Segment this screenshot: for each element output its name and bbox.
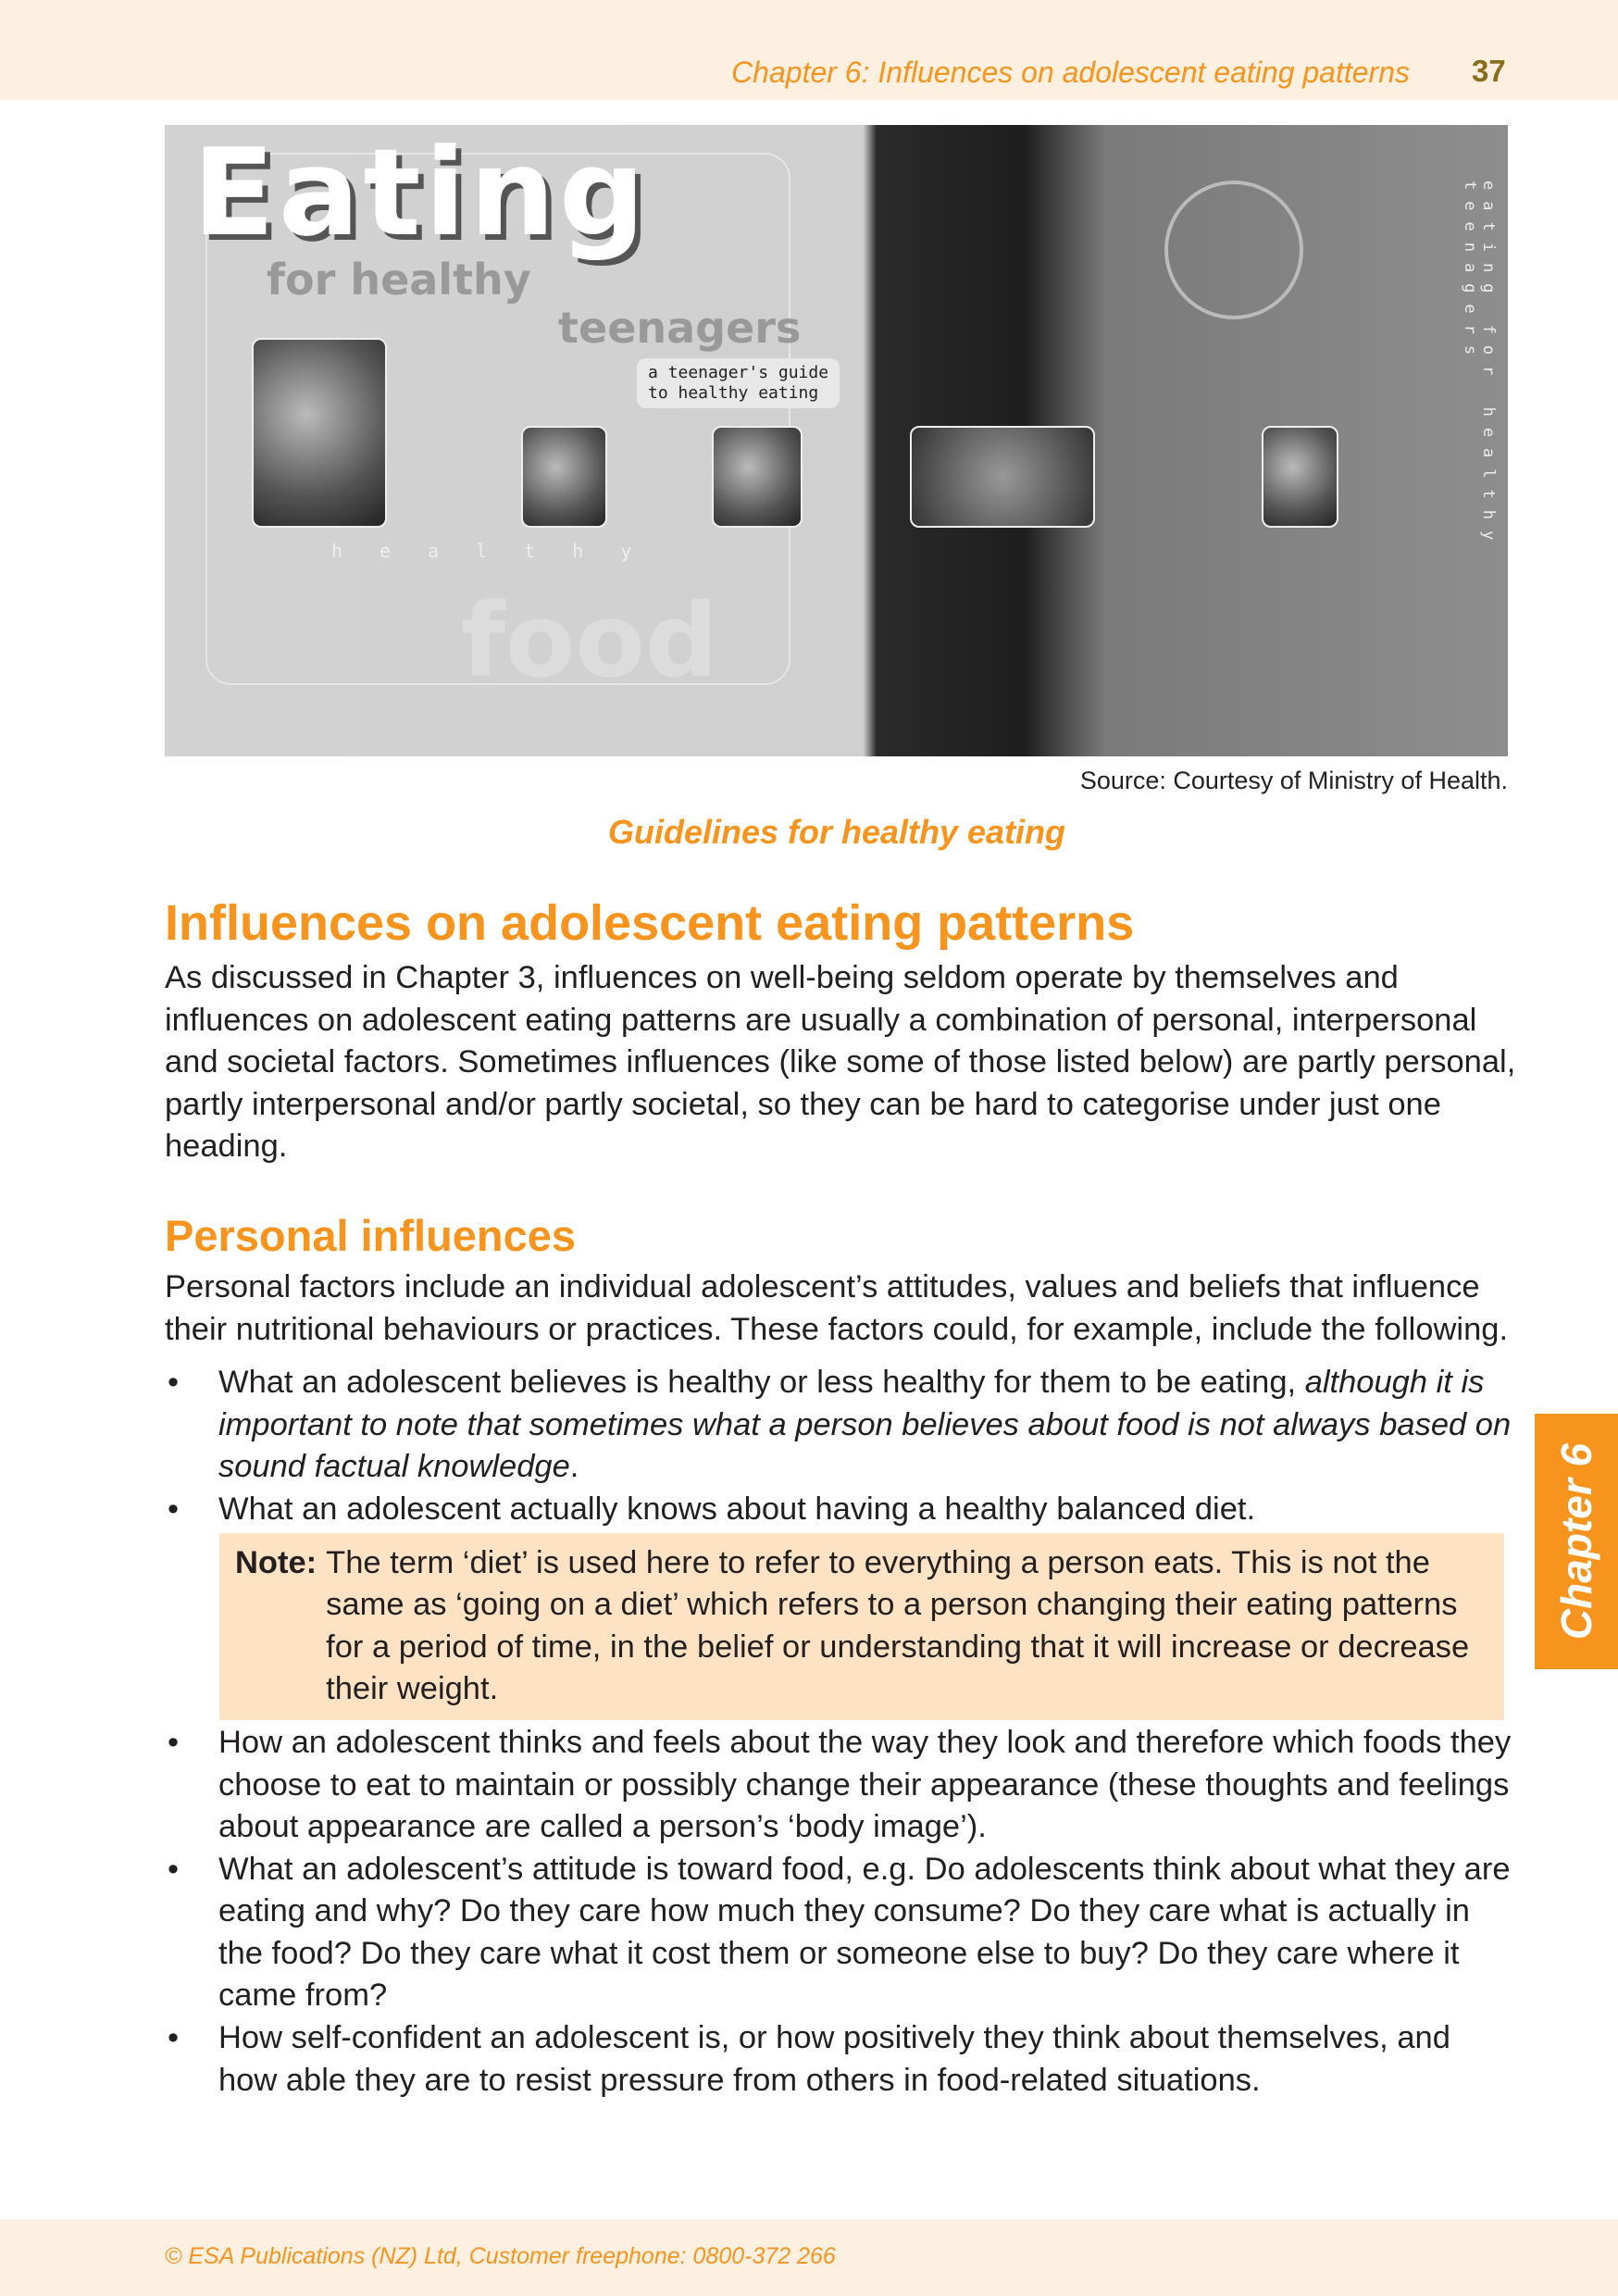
image-guide-label: a teenager's guide to healthy eating: [637, 358, 840, 408]
list-item-text: What an adolescent actually knows about having a healthy balanced diet.: [218, 1491, 1256, 1527]
figure-caption: Guidelines for healthy eating: [607, 813, 1066, 851]
note-text: The term ‘diet’ is used here to refer to everything a person eats. This is not the same as ‘going on a diet’ which refers to a person changing their eating patterns for a period of time, in the belief or understanding that it will increase or decrease their weight.: [326, 1544, 1470, 1707]
chapter-tab: [1535, 1414, 1618, 1669]
section-heading: Influences on adolescent eating patterns: [165, 895, 1135, 951]
list-item-text: How an adolescent thinks and feels about the way they look and therefore which foods they choose to eat to maintain or possibly change their appearance (these thoughts and feelings about appearance are called a person’s ‘body image’).: [218, 1724, 1512, 1845]
photo-teens: [252, 338, 387, 528]
footer-copyright: © ESA Publications (NZ) Ltd, Customer freephone: 0800-372 266: [165, 2243, 836, 2269]
image-source: Source: Courtesy of Ministry of Health.: [1079, 767, 1508, 794]
bullet: •: [168, 1491, 180, 1527]
image-title: Eating: [193, 125, 649, 263]
list-item-end: .: [569, 1449, 579, 1485]
photo-boy: [1262, 426, 1338, 528]
chapter-running-title: Chapter 6: Influences on adolescent eating patterns: [731, 56, 1410, 89]
image-vertical-text: eating for healthy teenagers: [1461, 181, 1498, 552]
note-label: Note:: [235, 1544, 317, 1580]
list-item-text: How self-confident an adolescent is, or how positively they think about themselves, and how able they are to resist pressure from others in food-related situations.: [218, 2020, 1450, 2098]
plate-icon: [1164, 181, 1303, 319]
page-number: 37: [1472, 54, 1506, 88]
bullet: •: [168, 1851, 180, 1887]
list-item: [168, 1489, 1516, 1531]
image-food-word: food: [461, 581, 718, 700]
photo-girl: [712, 426, 803, 528]
list-item-text: What an adolescent’s attitude is toward food, e.g. Do adolescents think about what they are eating and why? Do they care how much they consume? Do they care what is actually in the food? Do they care what it cost them or someone else to buy? Do they care where it came from?: [218, 1851, 1511, 2014]
bullet: •: [168, 1724, 180, 1760]
chapter-tab-label: Chapter 6: [1552, 1442, 1600, 1641]
list-item: [168, 1362, 1516, 1489]
list-item: [168, 1722, 1516, 1849]
list-item-emphasis: although it is important to note that sometimes what a person believes about food is not always based on sound factual knowledge: [218, 1365, 1512, 1485]
photo-food: [910, 426, 1095, 528]
image-subtitle-2: teenagers: [558, 303, 802, 353]
personal-intro: Personal factors include an individual adolescent’s attitudes, values and beliefs that influence their nutritional behaviours or practices. These factors could, for example, include the following.: [165, 1268, 1509, 1347]
subsection-heading: Personal influences: [165, 1210, 577, 1260]
list-item: [168, 2017, 1516, 2102]
image-healthy-word: healthy: [331, 540, 669, 562]
intro-paragraph: As discussed in Chapter 3, influences on well-being seldom operate by themselves and influences on adolescent eating patterns are usually a combination of personal, interpersonal and societal factors. Sometimes influences (like some of those listed below) are partly personal, partly interpersonal and/or partly societal, so they can be hard to categorise under just one heading.: [165, 960, 1516, 1165]
image-subtitle: for healthy: [267, 255, 531, 305]
list-item: [168, 1849, 1516, 2017]
cover-image: [165, 125, 1508, 756]
bullet: •: [168, 2020, 180, 2056]
page-header: [0, 0, 1618, 100]
photo-boy-eating: [521, 426, 607, 528]
page-footer: [0, 2219, 1618, 2296]
list-item-text: What an adolescent believes is healthy or less healthy for them to be eating,: [218, 1365, 1305, 1401]
bullet: •: [168, 1365, 180, 1401]
note-box: [219, 1533, 1504, 1720]
body-text: [165, 957, 1516, 2102]
